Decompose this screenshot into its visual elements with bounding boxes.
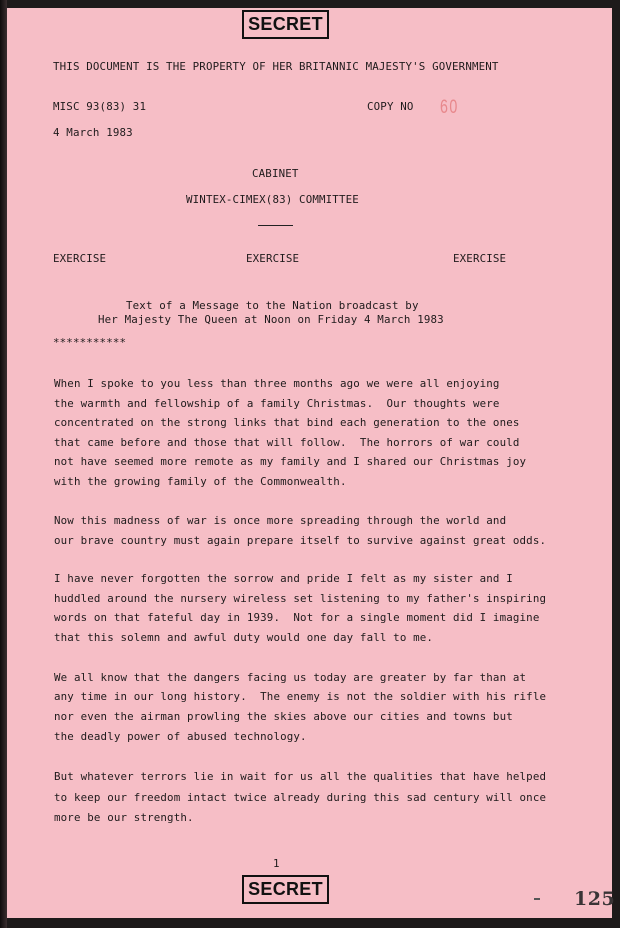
- paragraph-5-line-2: to keep our freedom intact twice already during this sad century will once: [54, 791, 547, 804]
- classification-stamp-bottom: SECRET: [242, 875, 329, 904]
- intro-line-2: Her Majesty The Queen at Noon on Friday 4 March 1983: [98, 313, 444, 326]
- exercise-label-center: EXERCISE: [246, 252, 300, 265]
- document-date: 4 March 1983: [53, 126, 133, 139]
- paragraph-1-line-4: that came before and those that will follow. The horrors of war could: [54, 436, 520, 449]
- paragraph-3-line-2: huddled around the nursery wireless set listening to my father's inspiring: [54, 592, 547, 605]
- paragraph-1-line-3: concentrated on the strong links that bind each generation to the ones: [54, 416, 520, 429]
- paragraph-5-line-3: more be our strength.: [54, 811, 194, 824]
- copy-label: COPY NO: [367, 100, 414, 113]
- asterisk-separator: ***********: [53, 336, 127, 349]
- paragraph-1-line-1: When I spoke to you less than three months ago we were all enjoying: [54, 377, 500, 390]
- heading-rule: [258, 225, 293, 226]
- page-number: 1: [273, 857, 280, 870]
- paragraph-2-line-1: Now this madness of war is once more spreading through the world and: [54, 514, 507, 527]
- copy-number-stamp: 60: [440, 97, 459, 118]
- exercise-label-right: EXERCISE: [453, 252, 507, 265]
- exercise-label-left: EXERCISE: [53, 252, 107, 265]
- property-notice: THIS DOCUMENT IS THE PROPERTY OF HER BRITANNIC MAJESTY'S GOVERNMENT: [53, 60, 499, 73]
- archive-folio-number: 125: [574, 888, 616, 910]
- paragraph-1-line-5: not have seemed more remote as my family and I shared our Christmas joy: [54, 455, 527, 468]
- paragraph-1-line-6: with the growing family of the Commonwealth.: [54, 475, 347, 488]
- paragraph-3-line-3: words on that fateful day in 1939. Not for a single moment did I imagine: [54, 611, 540, 624]
- paragraph-4-line-4: the deadly power of abused technology.: [54, 730, 307, 743]
- folio-dash: [534, 898, 540, 900]
- paragraph-2-line-2: our brave country must again prepare itself to survive against great odds.: [54, 534, 547, 547]
- paragraph-3-line-1: I have never forgotten the sorrow and pride I felt as my sister and I: [54, 572, 513, 585]
- classification-stamp-top: SECRET: [242, 10, 329, 39]
- paragraph-1-line-2: the warmth and fellowship of a family Christmas. Our thoughts were: [54, 397, 500, 410]
- cabinet-heading: CABINET: [252, 167, 299, 180]
- paragraph-4-line-3: nor even the airman prowling the skies above our cities and towns but: [54, 710, 513, 723]
- paragraph-4-line-2: any time in our long history. The enemy is not the soldier with his rifle: [54, 690, 547, 703]
- intro-line-1: Text of a Message to the Nation broadcast by: [126, 299, 419, 312]
- binding-edge: [0, 0, 7, 928]
- paragraph-5-line-1: But whatever terrors lie in wait for us all the qualities that have helped: [54, 770, 547, 783]
- paragraph-3-line-4: that this solemn and awful duty would one day fall to me.: [54, 631, 434, 644]
- paragraph-4-line-1: We all know that the dangers facing us today are greater by far than at: [54, 671, 527, 684]
- document-reference: MISC 93(83) 31: [53, 100, 147, 113]
- committee-heading: WINTEX-CIMEX(83) COMMITTEE: [186, 193, 359, 206]
